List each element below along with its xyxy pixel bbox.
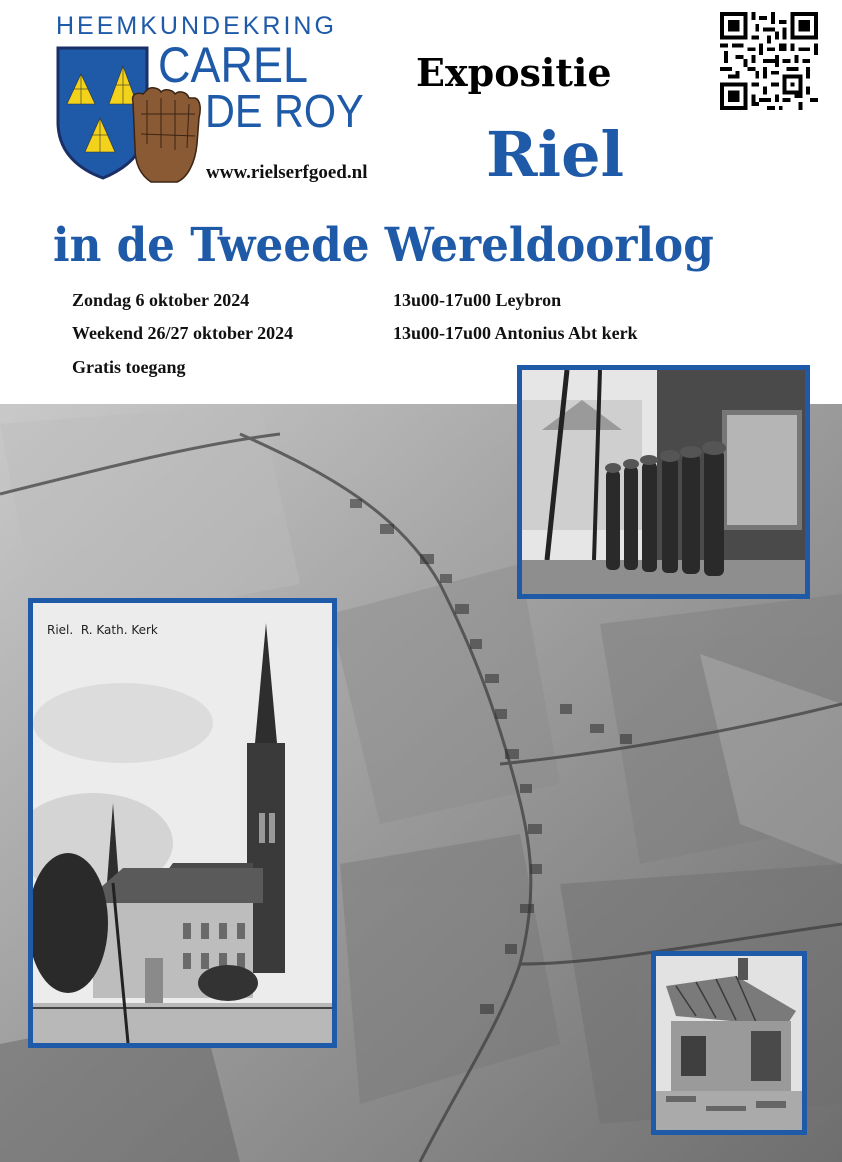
qr-code-icon [720, 12, 818, 110]
org-prefix: HEEMKUNDEKRING [56, 12, 337, 40]
event-1-time-place: 13u00-17u00 Leybron [393, 290, 562, 310]
website-link[interactable]: www.rielserfgoed.nl [206, 162, 368, 183]
event-2-time-place: 13u00-17u00 Antonius Abt kerk [393, 323, 638, 343]
event-2-date: Weekend 26/27 oktober 2024 [72, 323, 294, 343]
soldiers-photo [517, 365, 810, 599]
event-1-date: Zondag 6 oktober 2024 [72, 290, 250, 310]
ruin-photo [651, 951, 807, 1135]
riel-heading: Riel [486, 118, 625, 191]
org-name-line2: DE ROY [205, 85, 364, 137]
hand-icon [133, 88, 201, 182]
admission-text: Gratis toegang [72, 357, 186, 377]
church-postcard [28, 598, 337, 1048]
org-name-line1: CAREL [158, 37, 309, 93]
expositie-heading: Expositie [416, 50, 612, 95]
subtitle-heading: in de Tweede Wereldoorlog [53, 218, 714, 273]
church-caption: Riel. R. Kath. Kerk [47, 623, 158, 637]
